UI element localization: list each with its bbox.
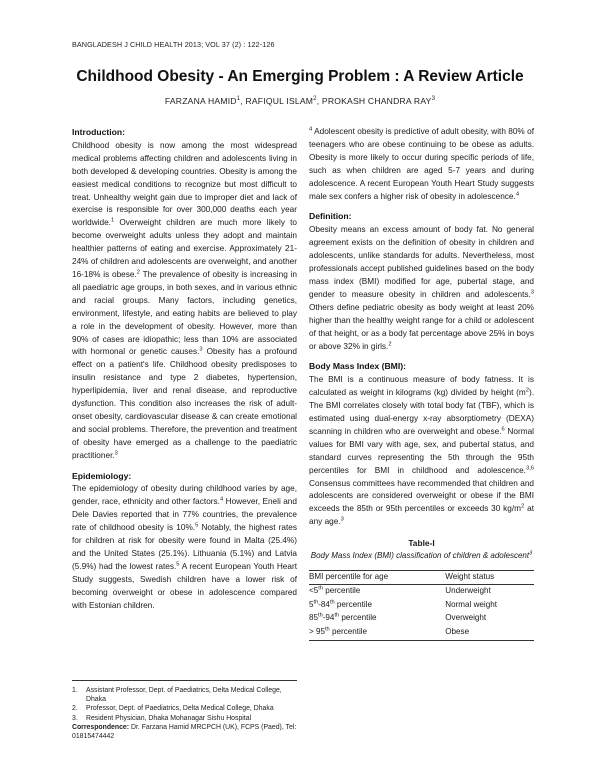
bmi-paragraph: The BMI is a continuous measure of body fatness. It is calculated as weight in kilograms (kg) divided by height $(m^2)$. The BMI correlates closely with total body fat (TBF), which is estimated using dual-energy x-ray absorptiometry (DEXA) scanning in children who are overweight and obese.$^6$ Normal values for BMI vary with age, sex, and pubertal status, and standard curves representing the 5th through the 95th percentiles for BMI in childhood and adolescence.$^{3,6}$ Consensus committees have recommended that children and adolescents are considered overweight or obese if the BMI exceeds the 85th or 95th percentiles or exceeds 30 $kg/m^2$ at any age.$^3$ xyxy=(309,375,534,527)
author-affiliation: 2 xyxy=(313,96,317,103)
table-row xyxy=(309,626,534,640)
percentile-cell: <5th percentile xyxy=(309,585,361,596)
citation: 3 xyxy=(199,346,203,353)
citation: 2 xyxy=(136,269,140,276)
citation: 4 xyxy=(219,496,224,503)
table-row xyxy=(309,599,534,613)
citation: 4 xyxy=(515,190,520,197)
citation: 5 xyxy=(176,561,180,568)
footnote-item: 1. Assistant Professor, Dept. of Paediatrics, Delta Medical College, Dhaka xyxy=(72,687,282,704)
right-column xyxy=(309,126,534,641)
definition-heading: Definition: xyxy=(309,211,352,222)
epidemiology-heading: Epidemiology: xyxy=(72,470,132,481)
percentile-cell: 5th-84th percentile xyxy=(309,599,372,609)
citation: 6 xyxy=(501,426,505,433)
footnote-item: 3. Resident Physician, Dhaka Mohanagar Sishu Hospital xyxy=(72,714,252,722)
bmi-table-block xyxy=(309,537,534,640)
definition-paragraph: Obesity means an excess amount of body fat. No general agreement exists on the definition of obesity in children and adolescents, unlike standards for adults. Nevertheless, most professionals accept published guidelines based on the body mass index (BMI) modified for age, pubertal stage, and gender to measure obesity in children and adolescents.$^3$ Others define pediatric obesity as body weight at least 20% higher than the healthy weight range for a child or adolescent of that height, or as a body fat percentage above 25% in boys or above 32% in girls.$^2$ xyxy=(309,225,534,351)
column-header-percentile: BMI percentile for age xyxy=(309,571,389,581)
weight-status-cell: Underweight xyxy=(445,586,491,596)
author-affiliation: 3 xyxy=(431,96,436,103)
citation: 3,6 xyxy=(525,464,534,471)
author-list: FARZANA HAMID$^1$, RAFIQUL ISLAM$^2$, PROKASH CHANDRA RAY$^3$ xyxy=(164,96,436,106)
epidemiology-continuation: $^4$ Adolescent obesity is predictive of adult obesity, with 80% of teenagers who are obese continuing to be obese as adults. Obesity is more likely to occur during specific periods of life, such as when children are aged 5-7 years and during adolescence. A recent European Youth Heart Study suggests male sex confers a higher risk of obesity in adolescence.$^4$ xyxy=(309,126,534,201)
weight-status-cell: Overweight xyxy=(445,613,487,623)
table-row xyxy=(309,585,534,599)
author-name: PROKASH CHANDRA RAY xyxy=(321,96,432,106)
column-header-weight-status: Weight status xyxy=(445,571,495,581)
citation: 3 xyxy=(340,516,344,523)
epidemiology-continued-text: A recent European Youth Heart Study suggests, Swedish children have a lower risk of becoming overweight or obese in adolescence compared with Estonian children. xyxy=(72,561,298,610)
citation: 3 xyxy=(529,550,533,557)
bmi-heading: Body Mass Index (BMI): xyxy=(309,361,406,372)
table-title: Table-I xyxy=(408,538,435,549)
citation: 4 xyxy=(309,126,313,133)
introduction-heading: Introduction: xyxy=(72,127,125,137)
author-name: FARZANA HAMID xyxy=(164,96,237,106)
citation: 5 xyxy=(195,522,199,529)
left-column xyxy=(72,126,297,620)
percentile-cell: > 95th percentile xyxy=(309,626,368,636)
bmi-classification-table xyxy=(309,570,534,641)
table-caption: Body Mass Index (BMI) classification of children & adolescent$^3$ xyxy=(310,550,533,561)
table-row xyxy=(309,612,534,626)
citation: 2 xyxy=(388,340,392,347)
introduction-paragraph: Childhood obesity is now among the most widespread medical problems affecting children and adolescents living in both developed & developing countries. Obesity is among the easiest medical conditions to recognize but most difficult to treat. Unhealthy weight gain due to improper diet and lack of exercise is responsible for over 300,000 deaths each year worldwide.$^1$ Overweight children are much more likely to become overweight adults unless they adopt and maintain healthier patterns of eating and exercise. Approximately 21-24% of children and adolescents are overweight, and another 16-18% is obese.$^2$ The prevalence of obesity is increasing in all paediatric age groups, in both sexes, and in various ethnic and racial groups. Many factors, including genetics, environment, lifestyle, and eating habits are believed to play a role in the development of obesity. However, more than 90% of cases are idiopathic; less than 10% are associated with hormonal or genetic causes.$^3$ Obesity has a profound effect on a patient's life. Childhood obesity predisposes to insulin resistance and type 2 diabetes, hypertension, hyperlipidemia, liver and renal disease, and reproductive dysfunction. This condition also increases the risk of adult-onset obesity, cardiovascular disease & can create emotional and social problems. Therefore, the prevention and treatment of obesity have emerged as a challenge to the paediatric practitioner.$^3$ xyxy=(72,140,297,460)
footnotes xyxy=(72,686,298,741)
footnote-divider xyxy=(72,680,297,681)
correspondence: Correspondence: Dr. Farzana Hamid MRCPCH (UK), FCPS (Paed), Tel: 01815474442 xyxy=(72,723,297,741)
citation: 1 xyxy=(110,217,115,224)
citation: 3 xyxy=(114,449,118,456)
weight-status-cell: Obese xyxy=(445,626,470,636)
percentile-cell: 85th-94th percentile xyxy=(309,612,377,623)
weight-status-cell: Normal weight xyxy=(445,599,497,609)
table-header-row xyxy=(309,570,534,585)
author-affiliation: 1 xyxy=(236,96,241,103)
article-title: Childhood Obesity - An Emerging Problem : A Review Article xyxy=(76,68,524,85)
author-name: RAFIQUL ISLAM xyxy=(245,96,314,106)
footnote-item: 2. Professor, Dept. of Paediatrics, Delta Medical College, Dhaka xyxy=(72,705,274,713)
journal-header: BANGLADESH J CHILD HEALTH 2013; VOL 37 (2) : 122-126 xyxy=(72,40,275,49)
epidemiology-paragraph: The epidemiology of obesity during childhood varies by age, gender, race, ethnicity and other factors.$^4$ However, Eneli and Dele Davies reported that in 77% countries, the prevalence rate of childhood obesity is 10%.$^5$ Notably, the highest rates for children at risk for obesity were found in Malta (25.4%) and the United States (25.1%). Lithuania (5.1%) and Latvia (5.9%) had the lowest rates.$^5$ A recent European Youth Heart Study suggests, Swedish children have a lower risk of becoming overweight or obese in adolescence compared with Estonian children. xyxy=(72,484,298,610)
citation: 3 xyxy=(530,289,534,296)
